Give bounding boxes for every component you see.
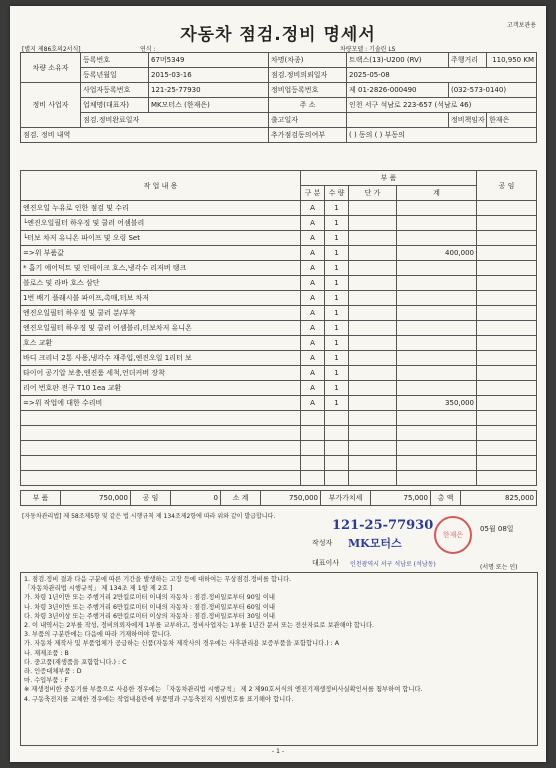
cell-unit: [349, 306, 397, 321]
note-line: ※ 재생정비한 중동기를 부품으로 사용한 경우에는 「자동차관리법 시행규칙」 제 2 제90호서식의 엔진기재생정비사실확인서를 첨부하여 합니다.: [24, 686, 423, 694]
cell-qty: 1: [325, 336, 349, 351]
cell-qty: 1: [325, 351, 349, 366]
shop-reg-label: 정비업등록번호: [269, 83, 347, 98]
cell-desc: 블로스 및 라바 호스 삼단: [21, 276, 301, 291]
cell-desc: 바디 크리너 2통 사용,냉각수 재주입,엔진오일 1리터 보: [21, 351, 301, 366]
cell-qty: [325, 426, 349, 441]
mileage-value: 110,950 KM: [487, 53, 537, 68]
cell-desc: 엔진오일필터 하우징 및 쿨러 어셈블리,터보차저 유니온: [21, 321, 301, 336]
cell-desc: * 흡기 에어덕트 및 인테이크 호스,냉각수 리저버 탱크: [21, 261, 301, 276]
cell-total: [397, 306, 477, 321]
cell-unit: [349, 246, 397, 261]
cell-kind: A: [301, 396, 325, 411]
col-qty: 수 량: [325, 186, 349, 201]
cell-total: [397, 276, 477, 291]
work-items-table: [20, 170, 537, 486]
cell-labor: [477, 261, 537, 276]
cell-qty: 1: [325, 216, 349, 231]
document-title: 자동차 점검.정비 명세서: [180, 25, 376, 45]
reg-date-label: 등록년월일: [81, 68, 149, 83]
cell-total: [397, 261, 477, 276]
cell-qty: 1: [325, 306, 349, 321]
cell-qty: [325, 471, 349, 486]
cell-kind: [301, 471, 325, 486]
cell-total: [397, 351, 477, 366]
cell-labor: [477, 456, 537, 471]
sign-hint: (서명 또는 인): [480, 564, 518, 571]
cell-total: [397, 471, 477, 486]
note-line: 「자동차관리법 시행규칙」 제 134조 제 1항 제 2호 ]: [24, 585, 173, 593]
page-number: - 1 -: [272, 748, 284, 755]
cell-labor: [477, 201, 537, 216]
cell-desc: 리어 번호판 전구 T10 1ea 교환: [21, 381, 301, 396]
cell-qty: 1: [325, 396, 349, 411]
cell-labor: [477, 426, 537, 441]
cell-desc: [21, 426, 301, 441]
table-row: [21, 246, 537, 261]
cell-labor: [477, 351, 537, 366]
cell-labor: [477, 366, 537, 381]
col-work-content: 작 업 내 용: [21, 171, 301, 201]
stamp-shop-name: MK모터스: [348, 537, 402, 550]
cell-total: [397, 336, 477, 351]
note-line: 다. 중고품(재생품을 포함합니다.) : C: [24, 658, 127, 666]
table-row: [21, 471, 537, 486]
shop-phone: (032-573-0140): [449, 83, 537, 98]
cell-desc: [21, 411, 301, 426]
cell-kind: A: [301, 291, 325, 306]
cell-labor: [477, 231, 537, 246]
cell-qty: 1: [325, 231, 349, 246]
cell-unit: [349, 201, 397, 216]
table-row: [21, 351, 537, 366]
service-date-label: 점검.정비의뢰일자: [269, 68, 347, 83]
seal-stamp: 한재은: [434, 516, 472, 554]
cell-kind: A: [301, 306, 325, 321]
cell-qty: 1: [325, 276, 349, 291]
cell-unit: [349, 426, 397, 441]
cell-kind: A: [301, 246, 325, 261]
shop-reg-value: 제 01-2826-000490: [347, 83, 449, 98]
cell-total: [397, 216, 477, 231]
cell-desc: [21, 456, 301, 471]
table-row: [21, 321, 537, 336]
col-kind: 구 분: [301, 186, 325, 201]
cell-kind: [301, 426, 325, 441]
labor-total-label: 공 임: [131, 491, 171, 506]
subtotal-value: 750,000: [261, 491, 321, 506]
cell-kind: A: [301, 276, 325, 291]
cell-kind: [301, 411, 325, 426]
cell-labor: [477, 396, 537, 411]
table-row: [21, 201, 537, 216]
car-type-value: 트랙스(13)-U200 (RV): [347, 53, 449, 68]
cell-unit: [349, 351, 397, 366]
release-date-label: 출고일자: [269, 113, 347, 128]
car-type-label: 차명(차종): [269, 53, 347, 68]
table-row: [21, 381, 537, 396]
table-row: [21, 261, 537, 276]
cell-qty: [325, 456, 349, 471]
table-row: [21, 396, 537, 411]
cell-labor: [477, 381, 537, 396]
table-row: [21, 441, 537, 456]
note-line: 1. 점검.정비 결과 다음 구분에 따른 기간을 발생하는 고장 등에 대하여는 무상점검.정비를 합니다.: [24, 576, 292, 583]
cell-qty: 1: [325, 201, 349, 216]
labor-total-value: 0: [171, 491, 221, 506]
cell-kind: A: [301, 231, 325, 246]
cell-kind: A: [301, 351, 325, 366]
note-line: 가. 차령 1년이만 또는 주행거리 2만킬로미터 이내의 자동차 : 점검.정비일로부터 90일 이내: [24, 594, 275, 602]
owner-section-label: 차량 소유자: [21, 53, 81, 83]
table-row: [21, 366, 537, 381]
shop-name-value: MK모터스 (한재은): [149, 98, 269, 113]
table-row: [21, 456, 537, 471]
cell-kind: [301, 456, 325, 471]
cell-desc: =>위 부품값: [21, 246, 301, 261]
cell-desc: [21, 471, 301, 486]
table-row: [21, 276, 537, 291]
cell-qty: [325, 441, 349, 456]
shop-section-label: 정비 사업자: [21, 83, 81, 128]
cell-unit: [349, 411, 397, 426]
done-date-label: 점검.정비완료일자: [81, 113, 269, 128]
stamp-address: 인천광역시 서구 석남로 (석남동): [350, 561, 436, 568]
cell-total: [397, 426, 477, 441]
vat-value: 75,000: [371, 491, 431, 506]
extra-check-value: ( ) 동의 ( ) 부동의: [347, 128, 537, 143]
manager-label: 정비책임자: [449, 113, 487, 128]
cell-unit: [349, 381, 397, 396]
cell-total: 350,000: [397, 396, 477, 411]
cell-desc: └터보 차저 유니온 파이프 및 오링 Set: [21, 231, 301, 246]
grand-total-label: 총 액: [431, 491, 461, 506]
cell-kind: A: [301, 366, 325, 381]
cell-qty: 1: [325, 291, 349, 306]
note-line: 마. 수입부품 : F: [24, 677, 69, 685]
cell-labor: [477, 306, 537, 321]
totals-table: [20, 490, 537, 506]
cell-kind: [301, 441, 325, 456]
cell-unit: [349, 291, 397, 306]
table-row: [21, 306, 537, 321]
grand-total-value: 825,000: [461, 491, 537, 506]
note-line: 라. 인증대체부품 : D: [24, 668, 82, 676]
cell-unit: [349, 441, 397, 456]
cell-kind: A: [301, 381, 325, 396]
biz-no-label: 사업자등록번호: [81, 83, 149, 98]
cell-unit: [349, 276, 397, 291]
cell-unit: [349, 456, 397, 471]
cell-desc: [21, 441, 301, 456]
cell-labor: [477, 411, 537, 426]
cell-unit: [349, 231, 397, 246]
note-line: 나. 재제조품 : B: [24, 649, 69, 657]
notes-box: [20, 572, 538, 746]
cell-qty: 1: [325, 246, 349, 261]
biz-no-value: 121-25-77930: [149, 83, 269, 98]
serial-label: 연식 :: [140, 46, 156, 53]
cell-unit: [349, 366, 397, 381]
cell-kind: A: [301, 261, 325, 276]
extra-check-label: 추가점검동의여부: [269, 128, 347, 143]
parts-total-label: 부 품: [21, 491, 61, 506]
table-row: [21, 411, 537, 426]
col-labor: 공 임: [477, 171, 537, 201]
writer-label: 작성자: [312, 539, 333, 547]
note-line: 2. 이 내역서는 2부를 작성, 정비의뢰자에게 1부를 교부하고, 정비사업자는 1부를 1년간 문서 또는 전산자료로 보관해야 합니다.: [24, 622, 375, 630]
cell-unit: [349, 471, 397, 486]
cell-desc: └엔진오일필터 하우징 및 쿨러 어셈블리: [21, 216, 301, 231]
parts-total-value: 750,000: [61, 491, 131, 506]
cell-unit: [349, 336, 397, 351]
col-parts: 부 품: [301, 171, 477, 186]
cell-total: [397, 381, 477, 396]
cell-desc: 타이어 공기압 보충,엔진룸 세척,언더커버 장착: [21, 366, 301, 381]
address-label: 주 소: [269, 98, 347, 113]
cell-desc: 엔진오일필터 하우징 및 쿨러 분/부착: [21, 306, 301, 321]
service-date-value: 2025-05-08: [347, 68, 537, 83]
document-page: [10, 6, 546, 762]
cell-kind: A: [301, 336, 325, 351]
cell-unit: [349, 396, 397, 411]
cell-total: [397, 366, 477, 381]
cell-kind: A: [301, 321, 325, 336]
cell-qty: 1: [325, 321, 349, 336]
cell-labor: [477, 321, 537, 336]
table-row: [21, 336, 537, 351]
cell-kind: A: [301, 201, 325, 216]
reg-date-value: 2015-03-16: [149, 68, 269, 83]
table-row: [21, 231, 537, 246]
cell-labor: [477, 441, 537, 456]
cell-qty: [325, 411, 349, 426]
note-line: 나. 차령 3년이만 또는 주행거리 6만킬로미터 이내의 자동차 : 점검.정비일로부터 60일 이내: [24, 603, 275, 611]
note-line: 다. 차령 3년이상 또는 주행거리 6만킬로미터 이상의 자동차 : 점검.정비일로부터 30일 이내: [24, 612, 275, 620]
cell-total: 400,000: [397, 246, 477, 261]
reg-no-label: 등록번호: [81, 53, 149, 68]
cell-qty: 1: [325, 381, 349, 396]
table-row: [21, 291, 537, 306]
mileage-label: 주행거리: [449, 53, 487, 68]
col-total: 계: [397, 186, 477, 201]
col-unit: 단 가: [349, 186, 397, 201]
law-statement: [자동차관리법] 제 58조제5항 및 같은 법 시행규칙 제 134조제2항에 따라 위와 같이 발급합니다.: [22, 513, 276, 520]
vat-label: 부가가치세: [321, 491, 371, 506]
representative-label: 대표이사: [312, 559, 340, 567]
form-reference: [별지 제86호의2서식]: [22, 46, 81, 53]
subtotal-label: 소 계: [221, 491, 261, 506]
cell-unit: [349, 216, 397, 231]
cell-total: [397, 321, 477, 336]
release-date-value: [347, 113, 449, 128]
note-line: 4. 구동축전지를 교체한 경우에는 작업내용란에 부품명과 구동축전지 식별번호를 표기해야 합니다.: [24, 695, 294, 703]
table-row: [21, 216, 537, 231]
cell-labor: [477, 471, 537, 486]
cell-labor: [477, 246, 537, 261]
manager-value: 한재은: [487, 113, 537, 128]
table-row: [21, 426, 537, 441]
cell-total: [397, 456, 477, 471]
shop-name-label: 업체명(대표자): [81, 98, 149, 113]
cell-total: [397, 201, 477, 216]
cell-total: [397, 231, 477, 246]
info-table: [20, 52, 537, 143]
cell-qty: 1: [325, 366, 349, 381]
stamp-biz-no: 121-25-77930: [332, 518, 434, 533]
cell-total: [397, 441, 477, 456]
cell-qty: 1: [325, 261, 349, 276]
cell-unit: [349, 261, 397, 276]
cell-labor: [477, 291, 537, 306]
cell-kind: A: [301, 216, 325, 231]
address-value: 인천 서구 석남로 223-657 (석남로 46): [347, 98, 537, 113]
cell-desc: 엔진오일 누유로 인한 점검 및 수리: [21, 201, 301, 216]
issue-date: 05월 08일: [480, 525, 514, 533]
cell-total: [397, 411, 477, 426]
work-detail-label: 점검. 정비 내역: [21, 128, 269, 143]
reg-no-value: 67머5349: [149, 53, 269, 68]
cell-desc: 호스 교환: [21, 336, 301, 351]
cell-labor: [477, 216, 537, 231]
note-line: 3. 부품의 구분란에는 다음에 따라 기재하여야 합니다.: [24, 631, 172, 639]
model-label: 차량모델 : 기솔린 LS: [340, 46, 396, 53]
cell-labor: [477, 276, 537, 291]
cell-unit: [349, 321, 397, 336]
cell-desc: 1번 배기 플래시블 파이프,촉매,터보 차저: [21, 291, 301, 306]
note-line: 가. 자동차 제작사 및 부품업체가 공급하는 신품(자동차 제작사의 경우에는 사후관리용 보증부품을 포함합니다.) : A: [24, 640, 340, 648]
customer-copy-label: 고객보관용: [507, 22, 536, 29]
cell-desc: =>위 작업에 대한 수리비: [21, 396, 301, 411]
cell-total: [397, 291, 477, 306]
cell-labor: [477, 336, 537, 351]
